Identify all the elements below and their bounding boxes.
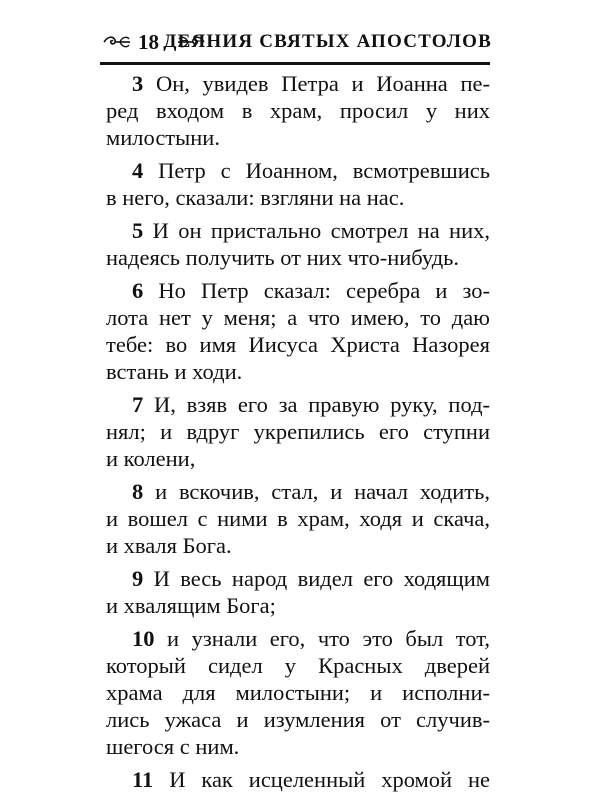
verse-line-text: и вскочив, стал, и начал ходить, [155, 479, 491, 504]
verse-first-line [106, 70, 490, 97]
verse-4 [106, 157, 490, 211]
verse-number: 4 [132, 158, 144, 183]
verse-first-line [106, 157, 490, 184]
verse-line-text: Он, увидев Петра и Иоанна пе- [155, 71, 490, 96]
verse-3 [106, 70, 490, 151]
verse-line: ред входом в храм, просил у них [106, 98, 490, 123]
verse-line: встань и ходи. [106, 359, 243, 384]
verse-text [106, 70, 490, 799]
verse-number: 7 [132, 392, 144, 417]
verse-line: в него, сказали: взгляни на нас. [106, 185, 405, 210]
verse-first-line [106, 565, 490, 592]
verse-line: который сидел у Красных дверей [106, 653, 490, 678]
verse-line-text: Петр с Иоанном, всмотревшись [158, 158, 490, 183]
verse-line: надеясь получить от них что-нибудь. [106, 245, 460, 270]
verse-8 [106, 478, 490, 559]
verse-number: 3 [132, 71, 144, 96]
page-header [100, 30, 492, 58]
verse-10 [106, 625, 490, 760]
verse-line-text: и узнали его, что это был тот, [167, 626, 491, 651]
verse-line: тебе: во имя Иисуса Христа Назорея [106, 332, 490, 357]
page-number: 18 [138, 30, 159, 54]
verse-6 [106, 277, 490, 385]
verse-line: и колени, [106, 446, 196, 471]
verse-line: шегося с ним. [106, 734, 240, 759]
verse-first-line [106, 478, 490, 505]
verse-line: лись ужаса и изумления от случив- [106, 707, 490, 732]
verse-9 [106, 565, 490, 619]
verse-first-line [106, 625, 490, 652]
verse-line-text: И весь народ видел его ходящим [153, 566, 490, 591]
running-title: ДЕЯНИЯ СВЯТЫХ АПОСТОЛОВ [163, 31, 492, 52]
verse-line-text: Но Петр сказал: серебра и зо- [158, 278, 490, 303]
ornament-icon [102, 32, 132, 52]
verse-line: милостыни. [106, 125, 220, 150]
verse-first-line [106, 217, 490, 244]
verse-number: 11 [132, 767, 154, 792]
verse-line: и хваля Бога. [106, 533, 232, 558]
verse-number: 5 [132, 218, 144, 243]
verse-line-text: И как исцеленный хромой не [169, 767, 490, 792]
header-rule [100, 62, 490, 65]
verse-11 [106, 766, 490, 793]
verse-first-line [106, 391, 490, 418]
verse-line: и вошел с ними в храм, ходя и скача, [106, 506, 490, 531]
verse-number: 10 [132, 626, 155, 651]
verse-5 [106, 217, 490, 271]
verse-line: лота нет у меня; а что имею, то даю [106, 305, 490, 330]
verse-line: храма для милостыни; и исполни- [106, 680, 490, 705]
verse-number: 8 [132, 479, 144, 504]
verse-number: 6 [132, 278, 144, 303]
verse-line: нял; и вдруг укрепились его ступни [106, 419, 490, 444]
verse-first-line [106, 766, 490, 793]
verse-line: и хвалящим Бога; [106, 593, 276, 618]
verse-line-text: И, взяв его за правую руку, под- [154, 392, 491, 417]
verse-number: 9 [132, 566, 144, 591]
verse-first-line [106, 277, 490, 304]
verse-7 [106, 391, 490, 472]
verse-line-text: И он пристально смотрел на них, [152, 218, 491, 243]
